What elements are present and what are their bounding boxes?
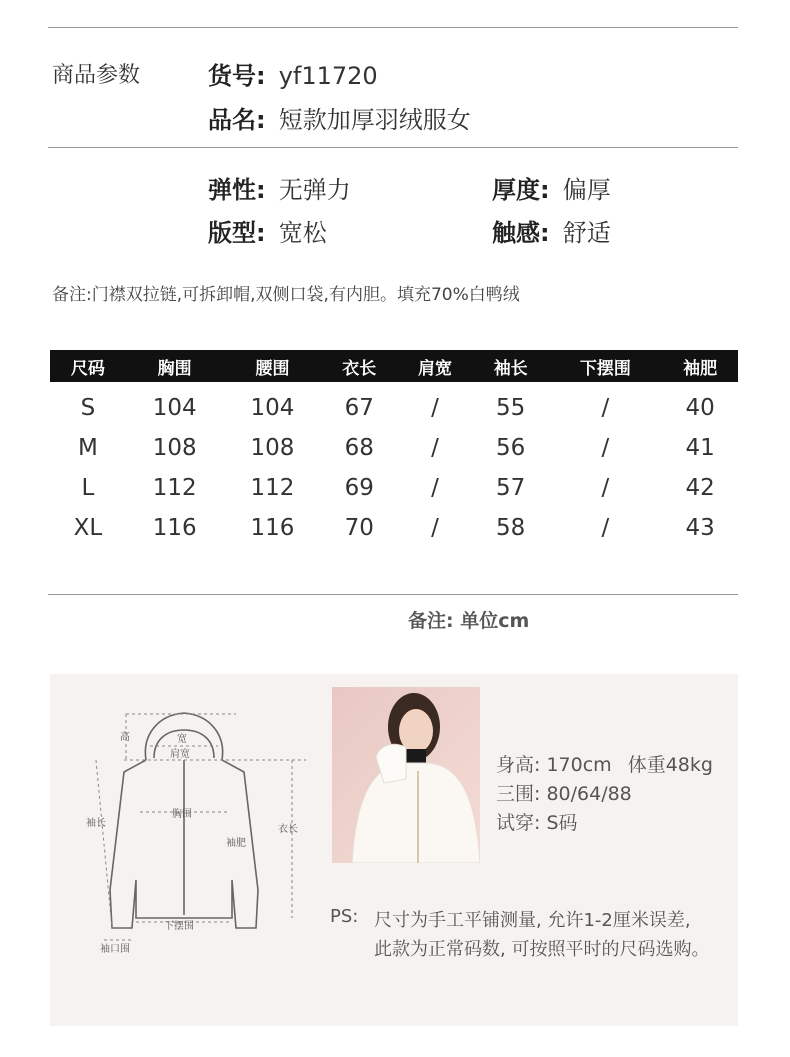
- model-height: 身高: 170cm: [496, 754, 612, 776]
- section-label: 商品参数: [52, 63, 141, 88]
- table-row: [50, 382, 738, 428]
- table-cell: 104: [250, 395, 295, 421]
- diagram-label-length: 衣长: [278, 824, 298, 835]
- feel-label: 触感:: [492, 219, 550, 247]
- sku-label: 货号:: [208, 62, 266, 90]
- header-waist: 腰围: [224, 350, 322, 382]
- table-row: [50, 508, 738, 548]
- header-hem: 下摆围: [549, 350, 663, 382]
- table-cell: /: [431, 475, 439, 501]
- table-cell: 43: [685, 515, 715, 541]
- table-row: [50, 468, 738, 508]
- table-cell: S: [80, 395, 96, 421]
- diagram-label-sleeve-width: 袖肥: [226, 838, 246, 849]
- remark-text: 备注:门襟双拉链,可拆卸帽,双侧口袋,有内胆。填充70%白鸭绒: [52, 285, 520, 305]
- table-cell: 116: [152, 515, 197, 541]
- ps-label: PS:: [330, 906, 359, 927]
- feel-value: 舒适: [562, 219, 611, 247]
- table-cell: 108: [250, 435, 295, 461]
- fit-row: [208, 213, 327, 248]
- table-cell: 67: [344, 395, 374, 421]
- table-cell: 112: [152, 475, 197, 501]
- table-cell: 55: [496, 395, 526, 421]
- table-cell: /: [601, 395, 610, 421]
- model-tried: 试穿: S码: [496, 812, 578, 834]
- model-photo: [332, 687, 480, 863]
- diagram-label-width: 宽: [177, 734, 187, 745]
- diagram-label-high: 高: [120, 732, 130, 743]
- model-measurements: 三围: 80/64/88: [496, 783, 632, 805]
- table-cell: /: [431, 395, 439, 421]
- header-sleeve-length: 袖长: [473, 350, 549, 382]
- header-shoulder: 肩宽: [397, 350, 473, 382]
- table-cell: /: [601, 475, 610, 501]
- table-cell: 42: [685, 475, 715, 501]
- diagram-label-sleeve-length: 袖长: [86, 818, 106, 829]
- table-cell: /: [601, 515, 610, 541]
- header-size: 尺码: [50, 350, 126, 382]
- size-table-header: [50, 350, 738, 382]
- table-cell: 69: [344, 475, 374, 501]
- table-cell: 68: [344, 435, 374, 461]
- table-cell: 57: [496, 475, 526, 501]
- model-weight: 体重48kg: [627, 754, 713, 776]
- name-row: [208, 100, 471, 135]
- fit-value: 宽松: [278, 219, 327, 247]
- table-cell: /: [601, 435, 610, 461]
- table-cell: 112: [250, 475, 295, 501]
- table-cell: 70: [344, 515, 374, 541]
- table-cell: L: [81, 475, 95, 501]
- table-cell: 108: [152, 435, 197, 461]
- name-label: 品名:: [208, 106, 266, 134]
- sku-value: yf11720: [278, 62, 378, 90]
- diagram-label-chest: 胸围: [172, 809, 192, 820]
- diagram-label-hem: 下摆围: [164, 921, 194, 932]
- ps-line-1: 尺寸为手工平铺测量, 允许1-2厘米误差,: [374, 910, 691, 931]
- table-cell: 41: [685, 435, 715, 461]
- table-cell: /: [431, 435, 439, 461]
- garment-diagram: [76, 700, 312, 965]
- table-cell: 56: [496, 435, 526, 461]
- model-figure: [332, 687, 480, 863]
- table-cell: M: [77, 435, 98, 461]
- thickness-label: 厚度:: [492, 176, 550, 204]
- elasticity-label: 弹性:: [208, 176, 266, 204]
- params-divider: [48, 147, 738, 148]
- table-bottom-divider: [48, 594, 738, 595]
- diagram-label-cuff: 袖口围: [100, 944, 130, 955]
- table-cell: 40: [685, 395, 715, 421]
- top-divider: [48, 27, 738, 28]
- table-cell: XL: [73, 515, 103, 541]
- name-value: 短款加厚羽绒服女: [278, 106, 471, 134]
- thickness-value: 偏厚: [562, 176, 611, 204]
- table-cell: 104: [152, 395, 197, 421]
- unit-note: 备注: 单位cm: [408, 610, 530, 632]
- header-chest: 胸围: [126, 350, 224, 382]
- size-table: [50, 350, 738, 548]
- table-cell: 58: [496, 515, 526, 541]
- elasticity-row: [208, 170, 351, 205]
- header-length: 衣长: [321, 350, 397, 382]
- ps-line-2: 此款为正常码数, 可按照平时的尺码选购。: [374, 939, 710, 960]
- thickness-row: [492, 170, 611, 205]
- header-sleeve-width: 袖肥: [662, 350, 738, 382]
- sku-row: [208, 56, 378, 91]
- table-row: [50, 428, 738, 468]
- fit-label: 版型:: [208, 219, 266, 247]
- table-cell: 116: [250, 515, 295, 541]
- table-cell: /: [431, 515, 439, 541]
- diagram-label-shoulder: 肩宽: [170, 749, 190, 760]
- feel-row: [492, 213, 611, 248]
- model-height-row: [496, 750, 713, 777]
- elasticity-value: 无弹力: [278, 176, 351, 204]
